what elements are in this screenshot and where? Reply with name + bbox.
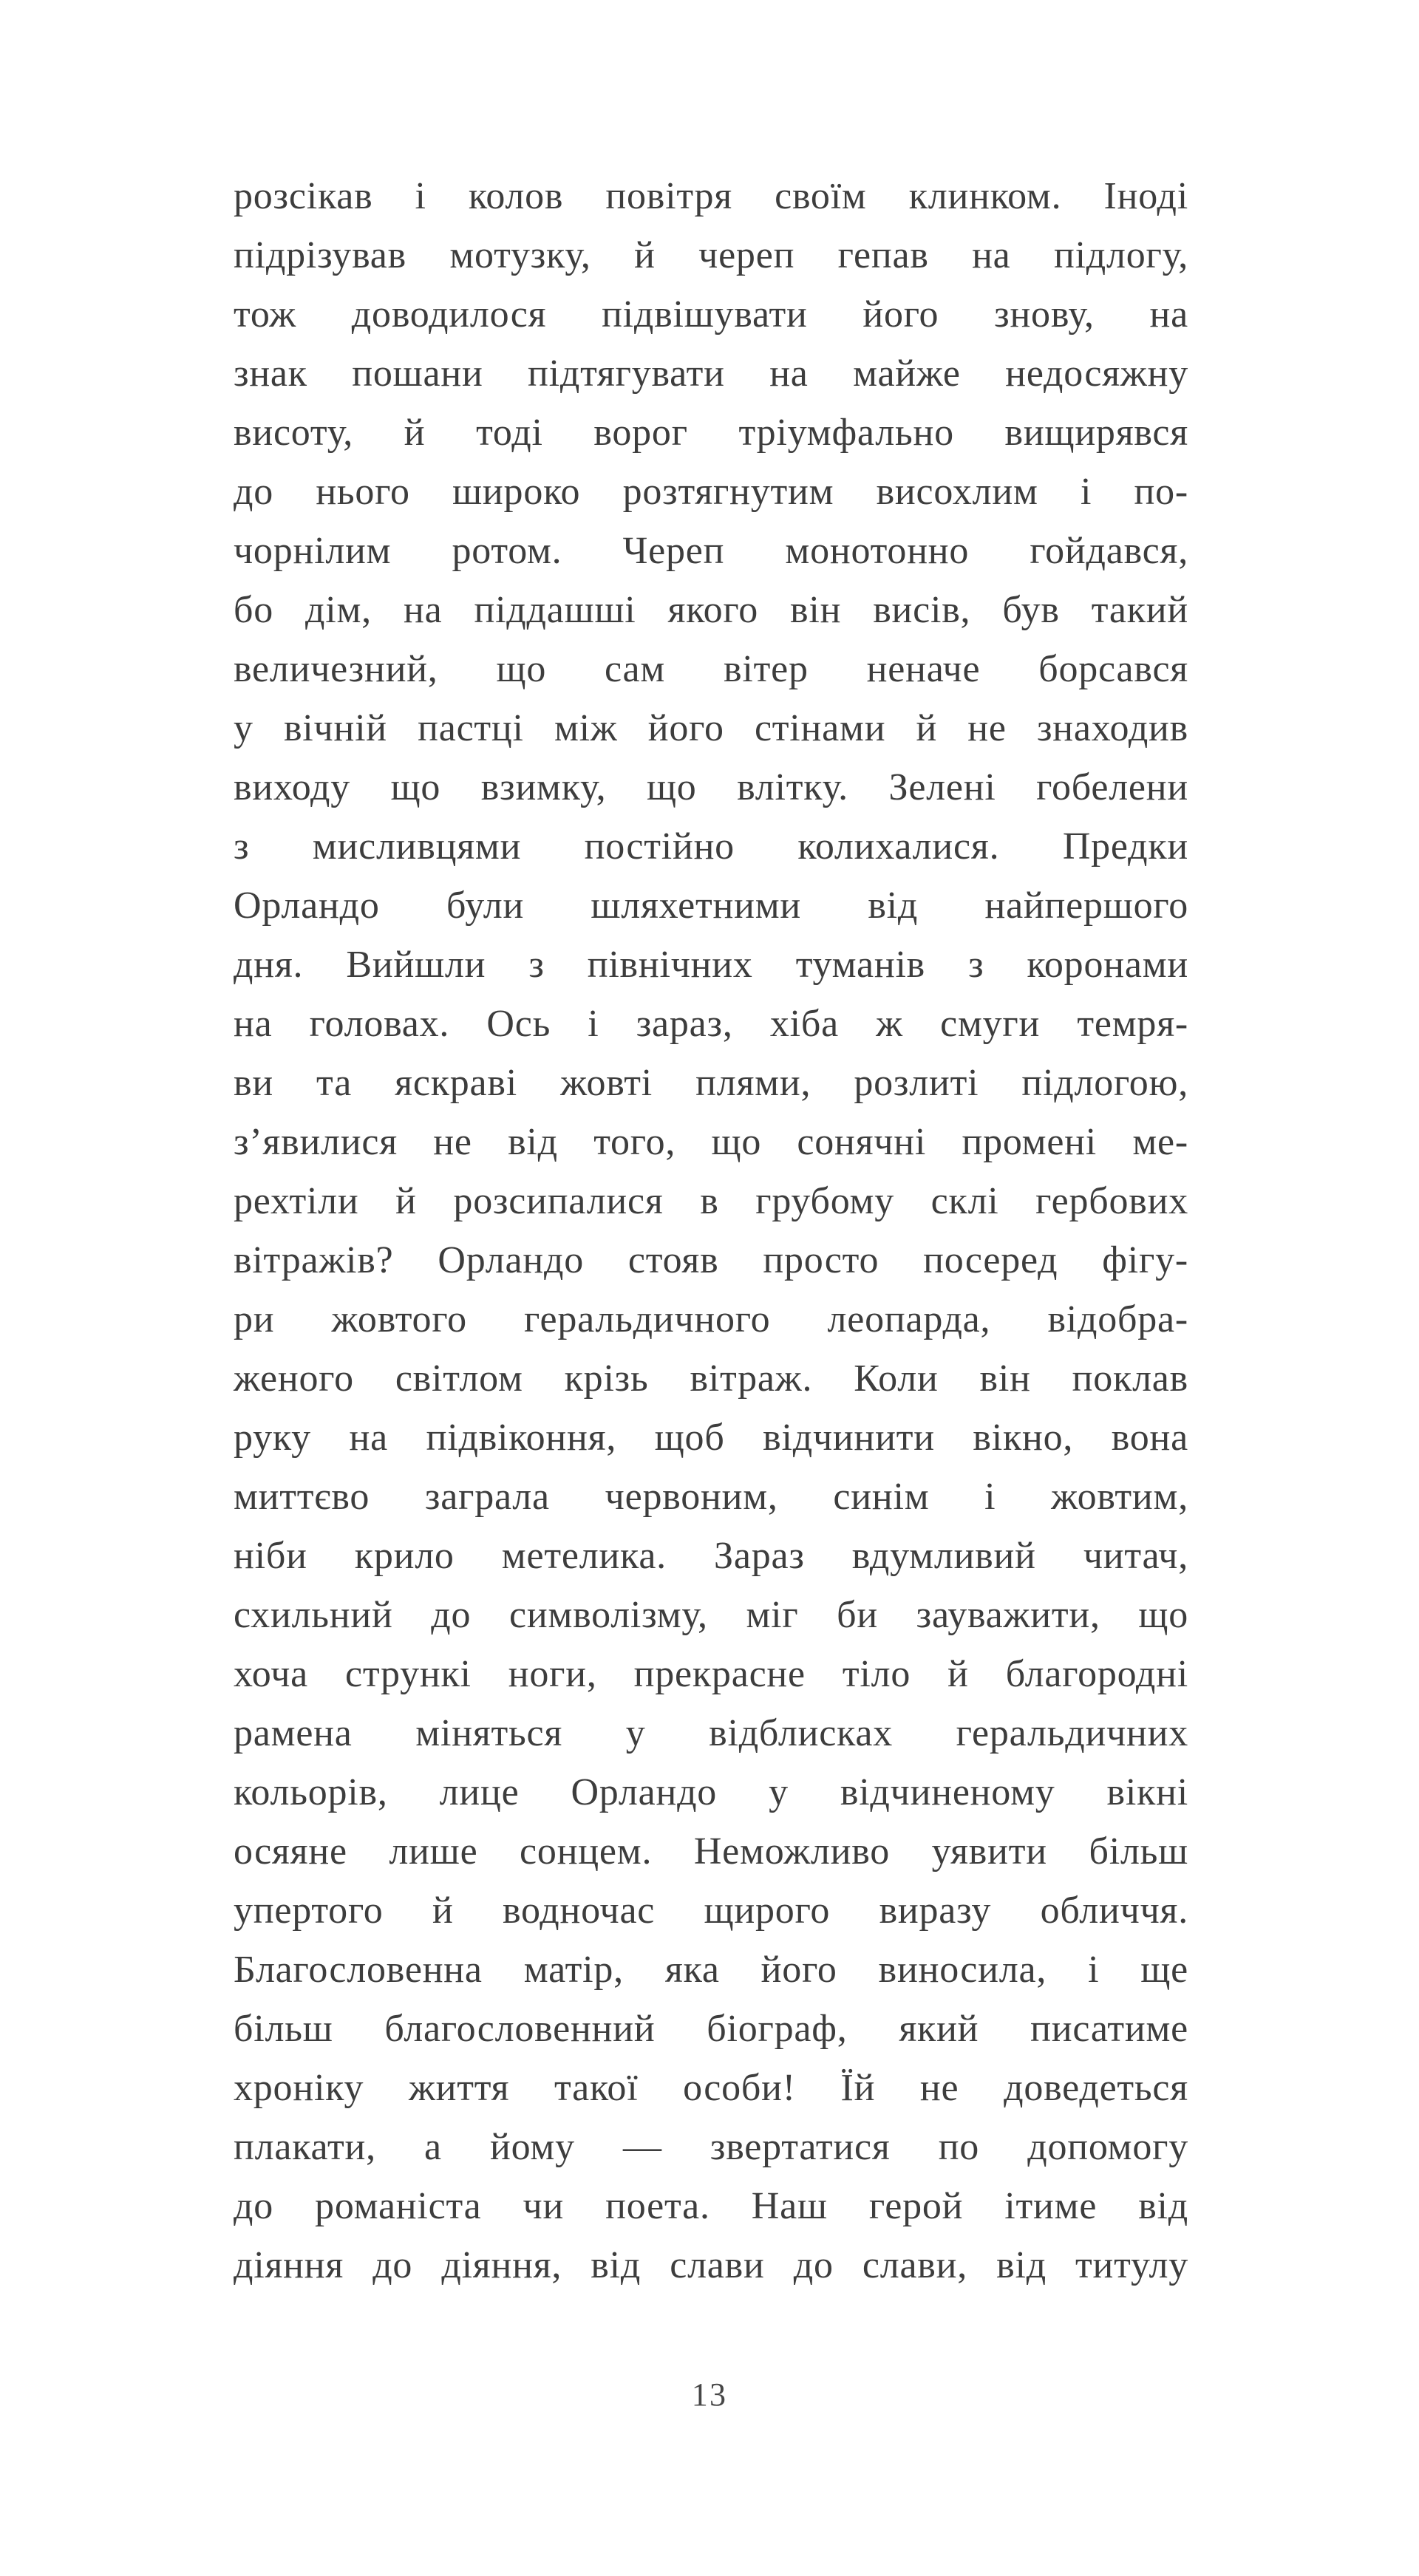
text-line: Орландо були шляхетними від найпершого [234,885,1188,927]
text-line: знак пошани підтягувати на майже недосяжну [234,352,1188,395]
text-line: дня. Вийшли з північних туманів з коронами [234,944,1188,986]
text-line: ви та яскраві жовті плями, розлиті підлогою, [234,1062,1188,1104]
text-line: бо дім, на піддашші якого він висів, був такий [234,589,1188,631]
page-number: 13 [691,2376,728,2413]
text-line: виходу що взимку, що влітку. Зелені гобелени [234,766,1188,808]
text-line: тож доводилося підвішувати його знову, на [234,293,1188,335]
text-line: чорнілим ротом. Череп монотонно гойдався, [234,530,1188,572]
text-line: до нього широко розтягнутим висохлим і по- [234,471,1188,513]
text-line: у вічній пастці між його стінами й не знаходив [234,707,1188,749]
text-line: Благословенна матір, яка його виносила, і ще [234,1949,1188,1991]
text-line: рамена міняться у відблисках геральдичних [234,1712,1188,1754]
text-line: кольорів, лице Орландо у відчиненому вікні [234,1771,1188,1813]
text-line: осяяне лише сонцем. Неможливо уявити більш [234,1830,1188,1873]
text-line: упертого й водночас щирого виразу обличчя. [234,1890,1188,1932]
text-line: женого світлом крізь вітраж. Коли він поклав [234,1357,1188,1400]
text-line: вітражів? Орландо стояв просто посеред фігу- [234,1239,1188,1281]
text-line: ри жовтого геральдичного леопарда, відобра- [234,1298,1188,1340]
text-line: розсікав і колов повітря своїм клинком. Іноді [234,175,1188,217]
text-line: плакати, а йому — звертатися по допомогу [234,2126,1188,2168]
text-line: до романіста чи поета. Наш герой ітиме від [234,2185,1188,2227]
text-line: висоту, й тоді ворог тріумфально вищирявся [234,412,1188,454]
text-line: ніби крило метелика. Зараз вдумливий читач, [234,1535,1188,1577]
text-line: хоча стрункі ноги, прекрасне тіло й благородні [234,1653,1188,1695]
text-line: схильний до символізму, міг би зауважити, що [234,1594,1188,1636]
text-line: з’явилися не від того, що сонячні промені ме- [234,1121,1188,1163]
text-line: на головах. Ось і зараз, хіба ж смуги темря- [234,1003,1188,1045]
text-line: руку на підвіконня, щоб відчинити вікно, вона [234,1417,1188,1459]
text-line: більш благословенний біограф, який писатиме [234,2008,1188,2050]
text-line: діяння до діяння, від слави до слави, від титулу [234,2244,1188,2286]
text-line: величезний, що сам вітер неначе борсався [234,648,1188,690]
text-line: рехтіли й розсипалися в грубому склі гербових [234,1180,1188,1222]
text-line: миттєво заграла червоним, синім і жовтим, [234,1476,1188,1518]
text-line: з мисливцями постійно колихалися. Предки [234,825,1188,868]
body-text [234,167,1188,2295]
text-line: хроніку життя такої особи! Їй не доведеться [234,2067,1188,2109]
text-line: підрізував мотузку, й череп гепав на підлогу, [234,234,1188,276]
